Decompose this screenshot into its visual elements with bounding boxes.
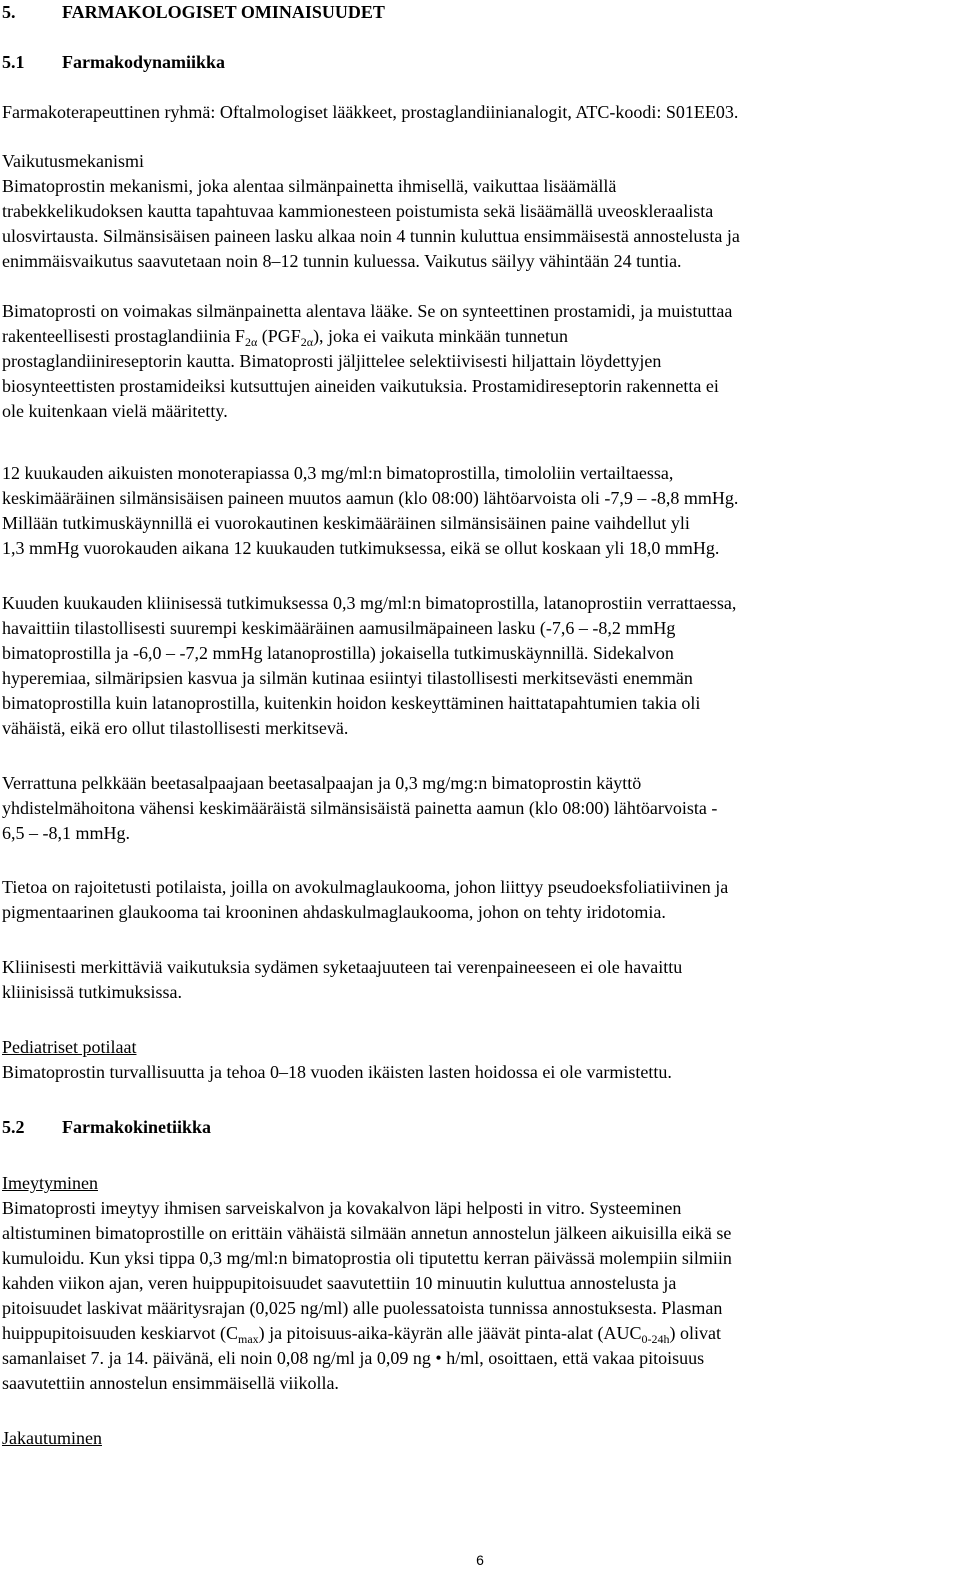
paragraph-line: trabekkelikudoksen kautta tapahtuvaa kammionesteen poistumista sekä lisäämällä uveoskleraalista <box>2 201 714 221</box>
paragraph-line: kliinisissä tutkimuksissa. <box>2 982 183 1002</box>
paragraph-line: 1,3 mmHg vuorokauden aikana 12 kuukauden tutkimuksessa, eikä se ollut koskaan yli 18,0 mmHg. <box>2 538 720 558</box>
paragraph-line: pigmentaarinen glaukooma tai krooninen ahdaskulmaglaukooma, johon on tehty iridotomia. <box>2 902 666 922</box>
paragraph-line <box>2 1322 721 1344</box>
section-title: Farmakokinetiikka <box>62 1117 212 1137</box>
paragraph-line: Millään tutkimuskäynnillä ei vuorokautinen keskimääräinen silmänsisäinen paine vaihdellut yli <box>2 513 690 533</box>
paragraph-line: Verrattuna pelkkään beetasalpaajaan beetasalpaajan ja 0,3 mg/mg:n bimatoprostin käyttö <box>2 773 642 793</box>
paragraph-line: vähäistä, eikä ero ollut tilastollisesti merkitsevä. <box>2 718 349 738</box>
paragraph-line: kumuloidu. Kun yksi tippa 0,3 mg/ml:n bimatoprostia oli tiputettu kerran päivässä molempiin silmiin <box>2 1248 732 1268</box>
atc-line: Farmakoterapeuttinen ryhmä: Oftalmologiset lääkkeet, prostaglandiinianalogit, ATC-koodi: S01EE03. <box>2 102 739 122</box>
paragraph-line: Kuuden kuukauden kliinisessä tutkimuksessa 0,3 mg/ml:n bimatoprostilla, latanoprostiin verrattaessa, <box>2 593 737 613</box>
paragraph-line: kahden viikon ajan, veren huippupitoisuudet saavutettiin 10 minuutin kuluttua annostelusta ja <box>2 1273 677 1293</box>
paragraph-line: Bimatoprosti on voimakas silmänpainetta alentava lääke. Se on synteettinen prostamidi, ja muistuttaa <box>2 301 733 321</box>
paragraph-line: Bimatoprostin turvallisuutta ja tehoa 0–18 vuoden ikäisten lasten hoidossa ei ole varmistettu. <box>2 1062 672 1082</box>
section-heading-5-1 <box>2 51 225 73</box>
text-run: ), joka ei vaikuta minkään tunnetun <box>313 326 568 346</box>
section-number: 5. <box>2 2 16 22</box>
text-run: rakenteellisesti prostaglandiinia F <box>2 326 245 346</box>
paragraph-line: ulosvirtausta. Silmänsisäisen paineen lasku alkaa noin 4 tunnin kuluttua ensimmäisestä annostelusta ja <box>2 226 740 246</box>
subheading-jakautuminen: Jakautuminen <box>2 1428 102 1448</box>
paragraph-line: altistuminen bimatoprostille on erittäin vähäistä silmään annetun annostelun jälkeen aikuisilla eikä se <box>2 1223 732 1243</box>
text-run: ) olivat <box>669 1323 722 1343</box>
section-title: Farmakodynamiikka <box>62 52 226 72</box>
paragraph-line: prostaglandiinireseptorin kautta. Bimatoprosti jäljittelee selektiivisesti hiljattain löydettyjen <box>2 351 662 371</box>
text-run: ) ja pitoisuus-aika-käyrän alle jäävät pinta-alat (AUC <box>258 1323 642 1343</box>
paragraph-line: saavutettiin annostelun ensimmäisellä viikolla. <box>2 1373 339 1393</box>
paragraph-line: keskimääräinen silmänsisäisen paineen muutos aamun (klo 08:00) lähtöarvoista oli -7,9 – -8,8 mmHg. <box>2 488 739 508</box>
subscript: 2α <box>244 335 258 349</box>
subscript: 2α <box>300 335 314 349</box>
paragraph-line: Bimatoprostin mekanismi, joka alentaa silmänpainetta ihmisellä, vaikuttaa lisäämällä <box>2 176 617 196</box>
subheading-vaikutusmekanismi: Vaikutusmekanismi <box>2 151 144 171</box>
paragraph-line: Kliinisesti merkittäviä vaikutuksia sydämen syketaajuuteen tai verenpaineeseen ei ole havaittu <box>2 957 683 977</box>
section-number: 5.2 <box>2 1117 25 1137</box>
paragraph-line: Bimatoprosti imeytyy ihmisen sarveiskalvon ja kovakalvon läpi helposti in vitro. Systeeminen <box>2 1198 682 1218</box>
page-number: 6 <box>476 1552 484 1568</box>
paragraph-line: bimatoprostilla ja -6,0 – -7,2 mmHg latanoprostilla) jokaisella tutkimuskäynnillä. Sidekalvon <box>2 643 674 663</box>
section-title: FARMAKOLOGISET OMINAISUUDET <box>62 2 385 22</box>
subheading-pediatriset: Pediatriset potilaat <box>2 1037 137 1057</box>
paragraph-line: 12 kuukauden aikuisten monoterapiassa 0,3 mg/ml:n bimatoprostilla, timololiin vertailtaessa, <box>2 463 674 483</box>
paragraph-line <box>2 325 568 347</box>
paragraph-line: ole kuitenkaan vielä määritetty. <box>2 401 228 421</box>
section-heading-5-2 <box>2 1116 211 1138</box>
paragraph-line: 6,5 – -8,1 mmHg. <box>2 823 130 843</box>
paragraph-line: bimatoprostilla kuin latanoprostilla, kuitenkin hoidon keskeyttäminen haittatapahtumien takia oli <box>2 693 701 713</box>
subscript: 0-24h <box>641 1332 670 1346</box>
section-number: 5.1 <box>2 52 25 72</box>
paragraph-line: hyperemiaa, silmäripsien kasvua ja silmän kutinaa esiintyi tilastollisesti merkitsevästi enemmän <box>2 668 693 688</box>
subheading-imeytyminen: Imeytyminen <box>2 1173 98 1193</box>
text-run: huippupitoisuuden keskiarvot (C <box>2 1323 238 1343</box>
paragraph-line: samanlaiset 7. ja 14. päivänä, eli noin 0,08 ng/ml ja 0,09 ng • h/ml, osoittaen, että vakaa pitoisuus <box>2 1348 705 1368</box>
paragraph-line: Tietoa on rajoitetusti potilaista, joilla on avokulmaglaukooma, johon liittyy pseudoeksfoliatiivinen ja <box>2 877 729 897</box>
text-run: (PGF <box>257 326 301 346</box>
paragraph-line: enimmäisvaikutus saavutetaan noin 8–12 tunnin kuluessa. Vaikutus säilyy vähintään 24 tuntia. <box>2 251 682 271</box>
paragraph-line: pitoisuudet laskivat määritysrajan (0,025 ng/ml) alle puolessatoista tunnissa annostuksesta. Plasman <box>2 1298 723 1318</box>
section-heading-5 <box>2 1 385 23</box>
paragraph-line: yhdistelmähoitona vähensi keskimääräistä silmänsisäistä painetta aamun (klo 08:00) lähtöarvoista - <box>2 798 718 818</box>
paragraph-line: biosynteettisten prostamideiksi kutsuttujen aineiden vaikutuksia. Prostamidireseptorin rakennetta ei <box>2 376 719 396</box>
paragraph-line: havaittiin tilastollisesti suurempi keskimääräinen aamusilmäpaineen lasku (-7,6 – -8,2 mmHg <box>2 618 676 638</box>
subscript: max <box>237 1332 259 1346</box>
